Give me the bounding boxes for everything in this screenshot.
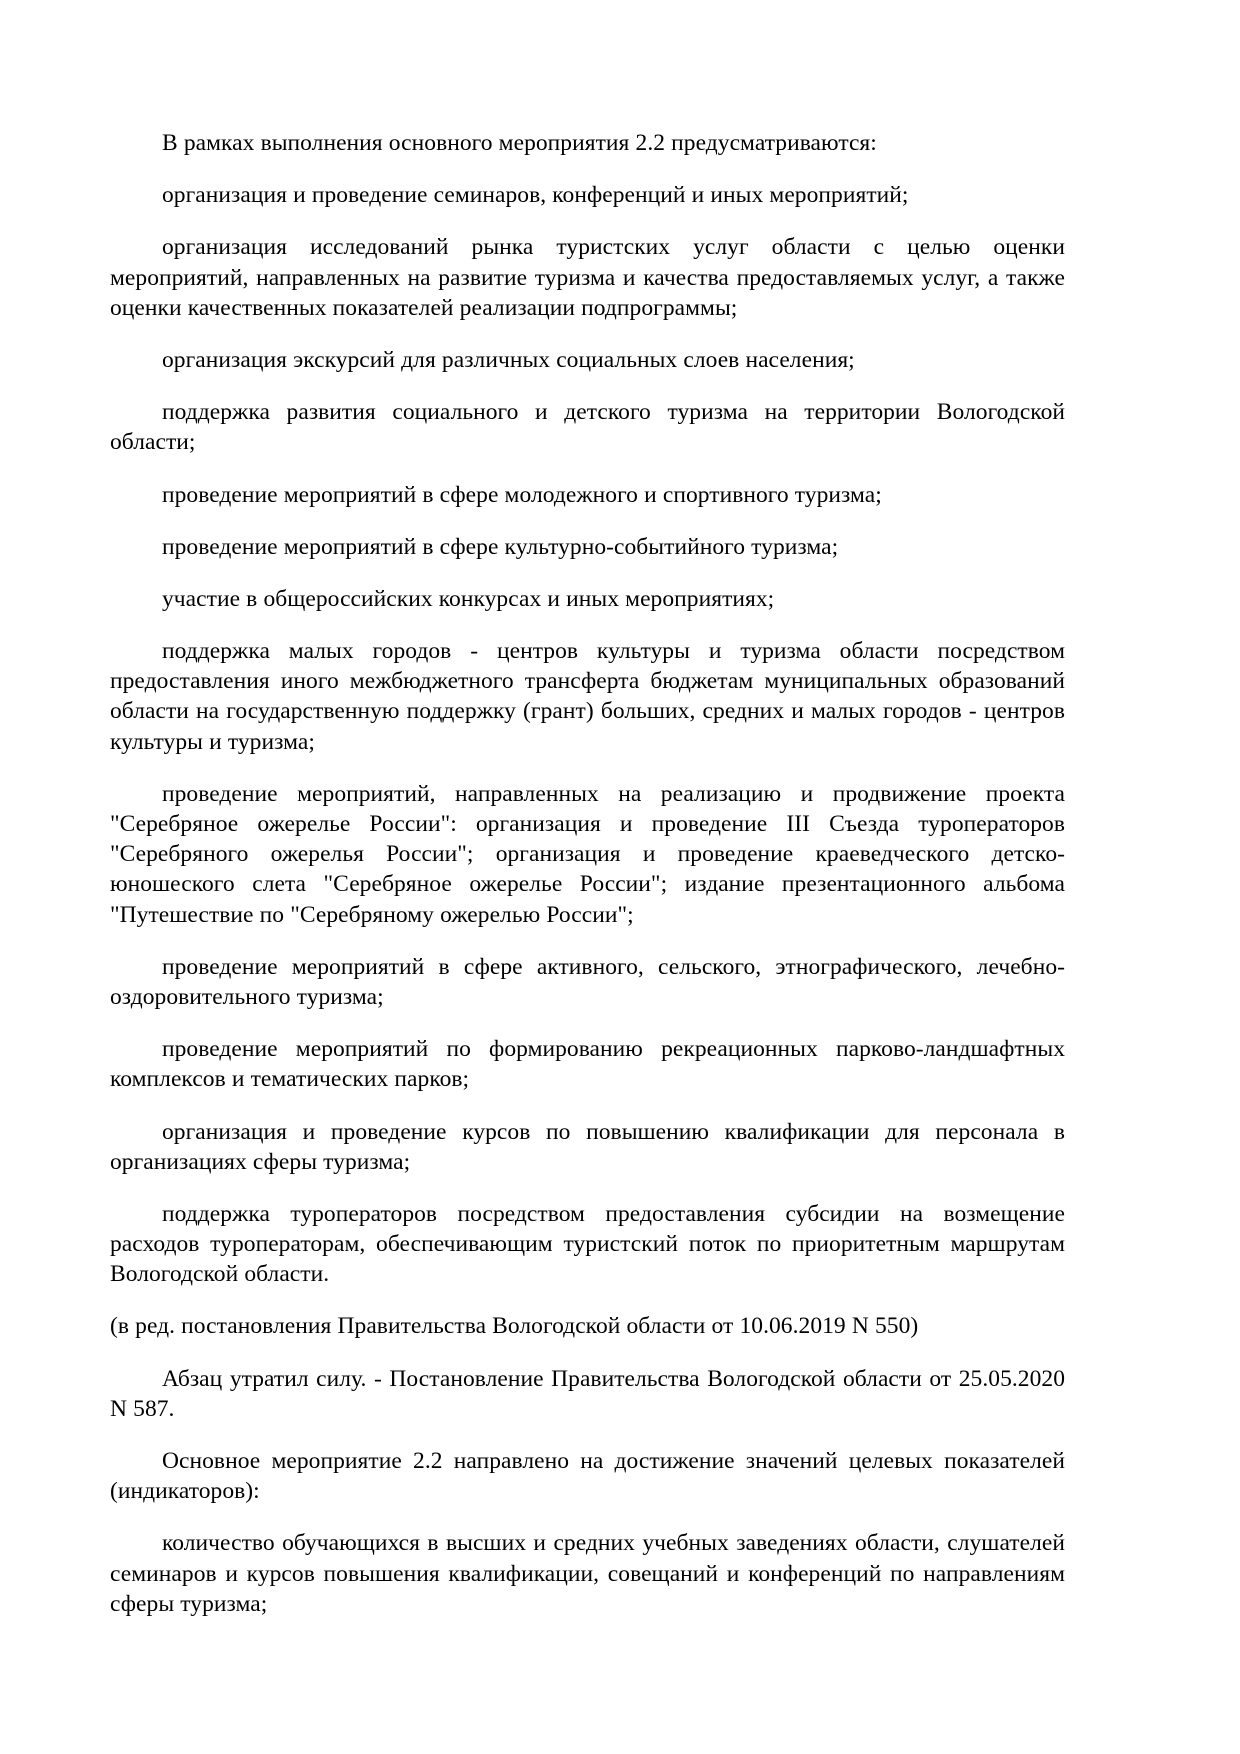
paragraph-item-social-child-tourism: поддержка развития социального и детского туризма на территории Вологодской области; xyxy=(110,399,1065,456)
paragraph-target-indicators-intro: Основное мероприятие 2.2 направлено на достижение значений целевых показателей (индикаторов): xyxy=(110,1448,1065,1505)
paragraph-repealed-587: Абзац утратил силу. - Постановление Правительства Вологодской области от 25.05.2020 N 587. xyxy=(110,1365,1065,1422)
paragraph-item-tour-operators-subsidy: поддержка туроператоров посредством предоставления субсидии на возмещение расходов туроператорам, обеспечивающим туристский поток по приоритетным маршрутам Вологодской области. xyxy=(110,1200,1065,1288)
paragraph-item-market-research: организация исследований рынка туристских услуг области с целью оценки мероприятий, направленных на развитие туризма и качества предоставляемых услуг, а также оценки качественных показателей реализации подпрограммы; xyxy=(110,234,1065,321)
paragraph-intro: В рамках выполнения основного мероприятия 2.2 предусматриваются: xyxy=(162,130,877,156)
paragraph-item-youth-sport-tourism: проведение мероприятий в сфере молодежного и спортивного туризма; xyxy=(162,481,882,508)
paragraph-indicator-students-count: количество обучающихся в высших и средних учебных заведениях области, слушателей семинаров и курсов повышения квалификации, совещаний и конференций по направлениям сферы туризма; xyxy=(110,1530,1065,1617)
paragraph-item-cultural-event-tourism: проведение мероприятий в сфере культурно-событийного туризма; xyxy=(162,533,839,560)
paragraph-item-seminars: организация и проведение семинаров, конференций и иных мероприятий; xyxy=(162,182,909,209)
paragraph-item-allrussian-contests: участие в общероссийских конкурсах и иных мероприятиях; xyxy=(162,585,775,612)
paragraph-item-active-rural-ethnographic: проведение мероприятий в сфере активного, сельского, этнографического, лечебно-оздоровительного туризма; xyxy=(110,953,1065,1010)
paragraph-item-excursions: организация экскурсий для различных социальных слоев населения; xyxy=(162,346,855,373)
paragraph-item-park-landscape-complexes: проведение мероприятий по формированию рекреационных парково-ландшафтных комплексов и тематических парков; xyxy=(110,1036,1065,1093)
paragraph-item-qualification-courses: организация и проведение курсов по повышению квалификации для персонала в организациях сферы туризма; xyxy=(110,1118,1065,1175)
paragraph-item-silver-necklace: проведение мероприятий, направленных на реализацию и продвижение проекта "Серебряное ожерелье России": организация и проведение III Съезда туроператоров "Серебряного ожерелья России"; организация и проведение краеведческого детско-юношеского слета "Серебряное ожерелье России"; издание презентационного альбома "Путешествие по "Серебряному ожерелью России"; xyxy=(110,780,1065,928)
document-body xyxy=(110,128,1065,1619)
legal-reference-note-550: (в ред. постановления Правительства Вологодской области от 10.06.2019 N 550) xyxy=(110,1313,919,1340)
paragraph-item-small-cities-support: поддержка малых городов - центров культуры и туризма области посредством предоставления иного межбюджетного трансферта бюджетам муниципальных образований области на государственную поддержку (грант) больших, средних и малых городов - центров культуры и туризма; xyxy=(110,638,1065,755)
